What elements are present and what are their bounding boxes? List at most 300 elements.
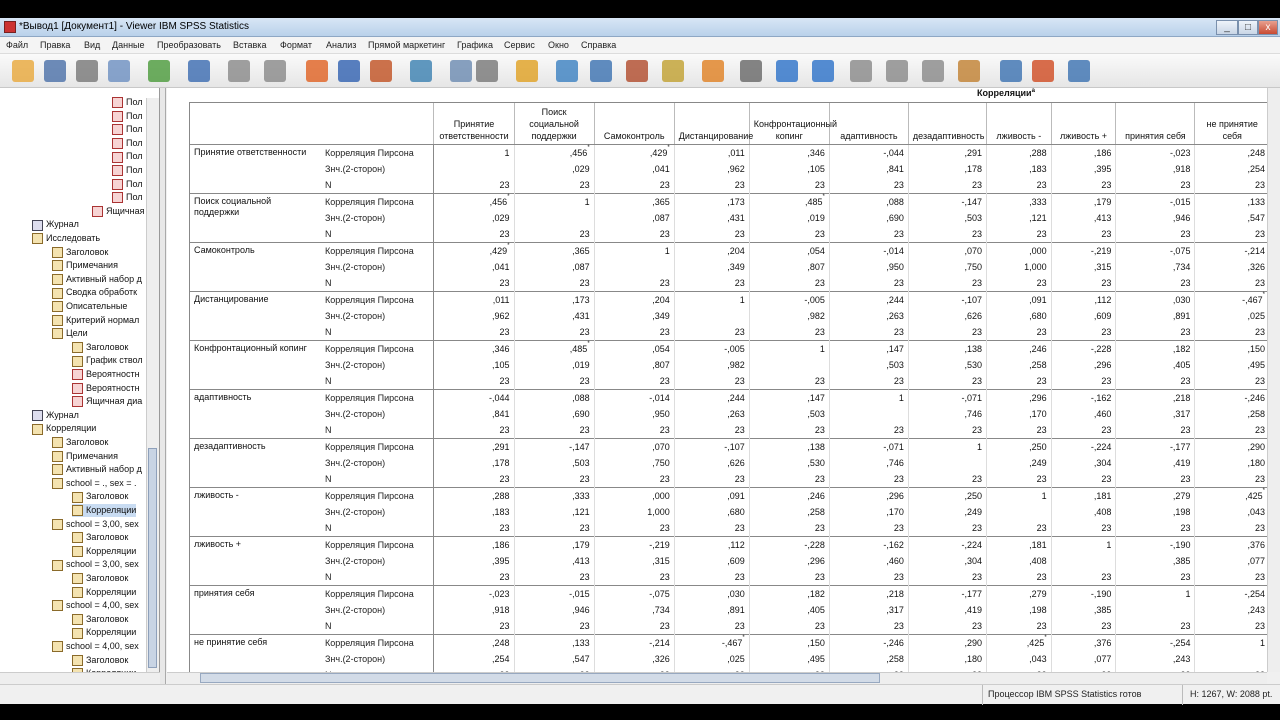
outline-item[interactable] <box>52 286 137 299</box>
export-icon[interactable] <box>148 60 170 82</box>
outline-item[interactable] <box>112 123 143 136</box>
stat-label[interactable]: N <box>324 523 332 533</box>
stat-label[interactable]: N <box>324 572 332 582</box>
cell-value[interactable]: 23 <box>674 520 749 537</box>
outline-item[interactable] <box>72 341 128 354</box>
cell-value[interactable]: 23 <box>514 373 594 390</box>
cell-value[interactable]: ,041 <box>594 161 674 177</box>
cell-value[interactable] <box>434 161 514 177</box>
row-variable-name[interactable]: принятия себя <box>190 586 321 635</box>
stat-label[interactable]: Корреляция Пирсона <box>321 537 434 554</box>
cell-value[interactable]: ,419 <box>1116 455 1195 471</box>
insert-heading-icon[interactable] <box>1000 60 1022 82</box>
row-variable-name[interactable]: Дистанцирование <box>190 292 321 341</box>
cell-value[interactable]: ,425* <box>1195 488 1269 505</box>
cell-value[interactable]: -,224 <box>908 537 986 554</box>
cell-value[interactable]: 23 <box>1116 373 1195 390</box>
row-variable-name[interactable]: Поиск социальной поддержки <box>190 194 321 243</box>
cell-value[interactable]: 23 <box>986 226 1051 243</box>
cell-value[interactable]: ,170 <box>986 406 1051 422</box>
cell-value[interactable]: 23 <box>1195 275 1269 292</box>
cell-value[interactable]: ,054 <box>749 243 829 260</box>
cell-value[interactable]: ,087 <box>514 259 594 275</box>
cell-value[interactable]: 23 <box>434 324 514 341</box>
correlations-table[interactable] <box>189 102 1269 683</box>
cell-value[interactable]: 23 <box>1195 422 1269 439</box>
cell-value[interactable]: -,219 <box>1051 243 1116 260</box>
cell-value[interactable] <box>986 504 1051 520</box>
menu-6[interactable]: Формат <box>280 40 312 50</box>
cell-value[interactable]: 23 <box>514 177 594 194</box>
cell-value[interactable]: 1 <box>674 292 749 309</box>
cell-value[interactable]: ,503 <box>829 357 908 373</box>
row-variable-name[interactable]: Принятие ответственности <box>190 145 321 194</box>
stat-label[interactable]: N <box>324 278 332 288</box>
cell-value[interactable]: 23 <box>1051 471 1116 488</box>
cell-value[interactable]: ,690 <box>829 210 908 226</box>
cell-value[interactable]: ,495 <box>749 651 829 667</box>
row-variable-name[interactable]: адаптивность <box>190 390 321 439</box>
cell-value[interactable]: 23 <box>1195 226 1269 243</box>
outline-item[interactable] <box>52 463 142 476</box>
content-horizontal-scroll-thumb[interactable] <box>200 673 880 683</box>
cell-value[interactable]: ,333 <box>986 194 1051 211</box>
cell-value[interactable]: ,183 <box>986 161 1051 177</box>
cell-value[interactable]: 23 <box>514 324 594 341</box>
cell-value[interactable]: -,190 <box>1116 537 1195 554</box>
cell-value[interactable]: ,030 <box>674 586 749 603</box>
outline-item[interactable] <box>52 259 118 272</box>
cell-value[interactable]: ,121 <box>514 504 594 520</box>
back-icon[interactable] <box>776 60 798 82</box>
cell-value[interactable]: ,547 <box>1195 210 1269 226</box>
cell-value[interactable]: ,173 <box>674 194 749 211</box>
expand-icon[interactable] <box>850 60 872 82</box>
menu-2[interactable]: Вид <box>84 40 101 50</box>
cell-value[interactable]: 23 <box>749 569 829 586</box>
cell-value[interactable]: ,112 <box>1051 292 1116 309</box>
menu-7[interactable]: Анализ <box>326 40 357 50</box>
cell-value[interactable]: ,244 <box>829 292 908 309</box>
cell-value[interactable]: ,183 <box>434 504 514 520</box>
cell-value[interactable]: 23 <box>594 471 674 488</box>
cell-value[interactable]: ,147 <box>829 341 908 358</box>
cell-value[interactable]: ,243 <box>1195 602 1269 618</box>
cell-value[interactable]: ,680 <box>986 308 1051 324</box>
goto-variable-icon[interactable] <box>370 60 392 82</box>
pane-splitter[interactable] <box>160 88 166 684</box>
cell-value[interactable]: 23 <box>749 520 829 537</box>
cell-value[interactable]: -,254 <box>1116 635 1195 652</box>
cell-value[interactable]: 23 <box>434 471 514 488</box>
outline-item[interactable] <box>72 613 128 626</box>
collapse-icon[interactable] <box>886 60 908 82</box>
cell-value[interactable]: ,962 <box>674 161 749 177</box>
cell-value[interactable]: 23 <box>986 324 1051 341</box>
cell-value[interactable] <box>829 406 908 422</box>
cell-value[interactable]: ,626 <box>674 455 749 471</box>
cell-value[interactable]: 23 <box>908 520 986 537</box>
cell-value[interactable]: 23 <box>514 520 594 537</box>
cell-value[interactable]: 23 <box>1051 275 1116 292</box>
cell-value[interactable]: 23 <box>674 422 749 439</box>
stat-label[interactable]: Корреляция Пирсона <box>321 292 434 309</box>
stat-label[interactable]: Знч.(2-сторон) <box>324 458 386 468</box>
cell-value[interactable] <box>1116 602 1195 618</box>
cell-value[interactable]: ,408 <box>986 553 1051 569</box>
cell-value[interactable]: 23 <box>908 471 986 488</box>
open-icon[interactable] <box>12 60 34 82</box>
menu-1[interactable]: Правка <box>40 40 71 50</box>
row-variable-name[interactable]: не принятие себя <box>190 635 321 684</box>
cell-value[interactable]: ,244 <box>674 390 749 407</box>
stat-label[interactable]: N <box>324 327 332 337</box>
outline-item[interactable] <box>72 382 140 395</box>
cell-value[interactable]: ,087 <box>594 210 674 226</box>
cell-value[interactable]: 23 <box>674 373 749 390</box>
cell-value[interactable]: ,170 <box>829 504 908 520</box>
stat-label[interactable]: N <box>324 180 332 190</box>
menu-11[interactable]: Окно <box>548 40 569 50</box>
cell-value[interactable]: ,291 <box>908 145 986 162</box>
cell-value[interactable]: ,019 <box>514 357 594 373</box>
cell-value[interactable]: ,349 <box>674 259 749 275</box>
cell-value[interactable]: ,011 <box>434 292 514 309</box>
cell-value[interactable]: 23 <box>674 618 749 635</box>
menu-8[interactable]: Прямой маркетинг <box>368 40 446 50</box>
cell-value[interactable]: -,071 <box>829 439 908 456</box>
cell-value[interactable]: ,296 <box>986 390 1051 407</box>
stat-label[interactable]: N <box>324 474 332 484</box>
cell-value[interactable]: ,181 <box>1051 488 1116 505</box>
cell-value[interactable]: ,138 <box>749 439 829 456</box>
outline-item[interactable] <box>92 205 144 218</box>
cell-value[interactable]: -,177 <box>1116 439 1195 456</box>
cell-value[interactable]: ,456* <box>434 194 514 211</box>
cell-value[interactable]: 23 <box>829 569 908 586</box>
goto-data-icon[interactable] <box>306 60 328 82</box>
cell-value[interactable]: ,077 <box>1195 553 1269 569</box>
cell-value[interactable]: 23 <box>749 177 829 194</box>
cell-value[interactable]: ,385 <box>1051 602 1116 618</box>
column-header[interactable]: принятия себя <box>1116 103 1195 145</box>
cell-value[interactable]: ,182 <box>1116 341 1195 358</box>
stat-label[interactable]: Корреляция Пирсона <box>321 390 434 407</box>
cell-value[interactable]: ,250 <box>986 439 1051 456</box>
cell-value[interactable]: ,296 <box>749 553 829 569</box>
outline-item[interactable] <box>112 96 143 109</box>
cell-value[interactable]: 23 <box>434 618 514 635</box>
cell-value[interactable]: ,503 <box>514 455 594 471</box>
menu-12[interactable]: Справка <box>581 40 617 50</box>
split-file-icon[interactable] <box>516 60 538 82</box>
outline-item[interactable] <box>72 490 128 503</box>
cell-value[interactable]: 1,000 <box>986 259 1051 275</box>
outline-item[interactable] <box>112 191 143 204</box>
outline-tree[interactable] <box>0 88 160 672</box>
cell-value[interactable]: 23 <box>908 569 986 586</box>
cell-value[interactable]: ,734 <box>1116 259 1195 275</box>
cell-value[interactable]: 23 <box>1051 177 1116 194</box>
stat-label[interactable]: Знч.(2-сторон) <box>324 262 386 272</box>
outline-item[interactable] <box>72 395 142 408</box>
cell-value[interactable]: 23 <box>1195 471 1269 488</box>
cell-value[interactable]: 23 <box>1116 520 1195 537</box>
cell-value[interactable]: ,198 <box>1116 504 1195 520</box>
cell-value[interactable]: ,070 <box>908 243 986 260</box>
cell-value[interactable]: ,746 <box>829 455 908 471</box>
cell-value[interactable]: -,214 <box>1195 243 1269 260</box>
cell-value[interactable]: 1 <box>829 390 908 407</box>
column-header[interactable]: Поиск социальной поддержки <box>514 103 594 145</box>
cell-value[interactable]: 23 <box>908 324 986 341</box>
cell-value[interactable]: 23 <box>749 422 829 439</box>
cell-value[interactable]: ,431 <box>674 210 749 226</box>
maximize-button[interactable]: □ <box>1238 20 1258 35</box>
outline-item[interactable] <box>52 300 127 313</box>
cell-value[interactable]: ,291 <box>434 439 514 456</box>
cell-value[interactable]: 23 <box>749 471 829 488</box>
insert-title-icon[interactable] <box>1032 60 1054 82</box>
cell-value[interactable]: ,263 <box>674 406 749 422</box>
cell-value[interactable]: -,107 <box>908 292 986 309</box>
cell-value[interactable]: 23 <box>986 520 1051 537</box>
cell-value[interactable]: 23 <box>749 618 829 635</box>
cell-value[interactable]: 23 <box>434 569 514 586</box>
cell-value[interactable]: -,015 <box>514 586 594 603</box>
save-icon[interactable] <box>44 60 66 82</box>
cell-value[interactable]: ,077 <box>1051 651 1116 667</box>
cell-value[interactable]: -,224 <box>1051 439 1116 456</box>
cell-value[interactable]: 23 <box>1051 373 1116 390</box>
outline-item[interactable] <box>52 558 139 571</box>
cell-value[interactable]: 23 <box>908 177 986 194</box>
cell-value[interactable]: ,385 <box>1116 553 1195 569</box>
cell-value[interactable]: ,503 <box>749 406 829 422</box>
row-variable-name[interactable]: Конфронтационный копинг <box>190 341 321 390</box>
cell-value[interactable]: ,317 <box>829 602 908 618</box>
cell-value[interactable]: -,023 <box>434 586 514 603</box>
cell-value[interactable]: ,030 <box>1116 292 1195 309</box>
outline-item[interactable] <box>52 477 137 490</box>
outline-item[interactable] <box>52 314 139 327</box>
cell-value[interactable]: 23 <box>908 618 986 635</box>
cell-value[interactable]: ,419 <box>908 602 986 618</box>
cell-value[interactable]: ,147 <box>749 390 829 407</box>
cell-value[interactable]: ,279 <box>1116 488 1195 505</box>
menu-4[interactable]: Преобразовать <box>157 40 221 50</box>
row-variable-name[interactable]: лживость - <box>190 488 321 537</box>
cell-value[interactable]: ,041 <box>434 259 514 275</box>
show-icon[interactable] <box>922 60 944 82</box>
cell-value[interactable]: -,147 <box>908 194 986 211</box>
cell-value[interactable]: ,405 <box>749 602 829 618</box>
cell-value[interactable]: ,982 <box>674 357 749 373</box>
cell-value[interactable]: 23 <box>514 471 594 488</box>
cell-value[interactable]: ,179 <box>514 537 594 554</box>
menu-10[interactable]: Сервис <box>504 40 535 50</box>
outline-item[interactable] <box>72 572 128 585</box>
stat-label[interactable]: Корреляция Пирсона <box>321 145 434 162</box>
cell-value[interactable]: ,029 <box>514 161 594 177</box>
cell-value[interactable]: 23 <box>1051 520 1116 537</box>
cell-value[interactable]: ,133 <box>1195 194 1269 211</box>
cell-value[interactable]: 23 <box>594 275 674 292</box>
stat-label[interactable]: Знч.(2-сторон) <box>324 360 386 370</box>
cell-value[interactable]: ,000 <box>594 488 674 505</box>
column-header[interactable]: Дистанцирование <box>674 103 749 145</box>
cell-value[interactable] <box>674 308 749 324</box>
cell-value[interactable]: ,431 <box>514 308 594 324</box>
cell-value[interactable]: 23 <box>434 177 514 194</box>
outline-item[interactable] <box>72 504 136 517</box>
cell-value[interactable]: 23 <box>594 324 674 341</box>
cell-value[interactable]: 23 <box>1051 226 1116 243</box>
outline-item[interactable] <box>112 137 143 150</box>
cell-value[interactable]: ,019 <box>749 210 829 226</box>
script-icon[interactable] <box>702 60 724 82</box>
cell-value[interactable]: ,413 <box>1051 210 1116 226</box>
cell-value[interactable]: ,503 <box>908 210 986 226</box>
cell-value[interactable]: ,091 <box>674 488 749 505</box>
cell-value[interactable] <box>594 259 674 275</box>
cell-value[interactable]: ,296 <box>829 488 908 505</box>
cell-value[interactable]: ,376 <box>1195 537 1269 554</box>
cell-value[interactable]: 23 <box>434 373 514 390</box>
cell-value[interactable]: 23 <box>908 373 986 390</box>
insert-text-icon[interactable] <box>1068 60 1090 82</box>
output-content-pane[interactable] <box>167 88 1267 672</box>
stat-label[interactable]: Корреляция Пирсона <box>321 194 434 211</box>
outline-item[interactable] <box>72 545 136 558</box>
cell-value[interactable]: ,734 <box>594 602 674 618</box>
cell-value[interactable]: -,147 <box>514 439 594 456</box>
outline-scroll-thumb[interactable] <box>148 448 157 668</box>
cell-value[interactable]: 23 <box>514 569 594 586</box>
cell-value[interactable]: 23 <box>434 520 514 537</box>
cell-value[interactable]: 23 <box>1051 618 1116 635</box>
cell-value[interactable]: ,088 <box>514 390 594 407</box>
cell-value[interactable]: ,950 <box>829 259 908 275</box>
row-variable-name[interactable]: лживость + <box>190 537 321 586</box>
cell-value[interactable]: 23 <box>749 324 829 341</box>
stat-label[interactable]: Корреляция Пирсона <box>321 439 434 456</box>
stat-label[interactable]: Корреляция Пирсона <box>321 635 434 652</box>
cell-value[interactable]: 1 <box>908 439 986 456</box>
cell-value[interactable]: 23 <box>674 177 749 194</box>
stat-label[interactable]: N <box>324 425 332 435</box>
cell-value[interactable]: ,365 <box>514 243 594 260</box>
cell-value[interactable]: ,250 <box>908 488 986 505</box>
cell-value[interactable]: -,015 <box>1116 194 1195 211</box>
cell-value[interactable]: 23 <box>829 324 908 341</box>
cell-value[interactable]: -,162 <box>1051 390 1116 407</box>
undo-icon[interactable] <box>228 60 250 82</box>
outline-item[interactable] <box>52 327 88 340</box>
outline-item[interactable] <box>112 164 143 177</box>
cell-value[interactable]: ,186 <box>1051 145 1116 162</box>
cell-value[interactable]: ,204 <box>594 292 674 309</box>
cell-value[interactable]: 23 <box>1195 520 1269 537</box>
cell-value[interactable]: ,680 <box>674 504 749 520</box>
use-sets-icon[interactable] <box>590 60 612 82</box>
stat-label[interactable]: Корреляция Пирсона <box>321 341 434 358</box>
column-header[interactable]: лживость + <box>1051 103 1116 145</box>
cell-value[interactable]: 23 <box>1116 569 1195 586</box>
cell-value[interactable]: ,746 <box>908 406 986 422</box>
outline-item[interactable] <box>52 436 108 449</box>
cell-value[interactable]: 23 <box>1116 275 1195 292</box>
cell-value[interactable] <box>1051 553 1116 569</box>
cell-value[interactable]: 23 <box>986 569 1051 586</box>
cell-value[interactable]: ,288 <box>986 145 1051 162</box>
cell-value[interactable]: ,918 <box>434 602 514 618</box>
cell-value[interactable]: ,105 <box>434 357 514 373</box>
cell-value[interactable]: ,150 <box>749 635 829 652</box>
show-all-icon[interactable] <box>626 60 648 82</box>
outline-item[interactable] <box>52 640 139 653</box>
cell-value[interactable]: ,243 <box>1116 651 1195 667</box>
cell-value[interactable]: 23 <box>674 275 749 292</box>
stat-label[interactable]: Знч.(2-сторон) <box>324 507 386 517</box>
outline-item[interactable] <box>52 273 142 286</box>
column-header[interactable]: лживость - <box>986 103 1051 145</box>
cell-value[interactable]: -,228 <box>1051 341 1116 358</box>
cell-value[interactable]: ,000 <box>986 243 1051 260</box>
outline-item[interactable] <box>52 450 118 463</box>
cell-value[interactable]: 23 <box>829 226 908 243</box>
column-header[interactable]: Самоконтроль <box>594 103 674 145</box>
column-header[interactable]: не принятие себя <box>1195 103 1269 145</box>
cell-value[interactable] <box>1195 651 1269 667</box>
cell-value[interactable]: -,005 <box>674 341 749 358</box>
cell-value[interactable]: 23 <box>829 177 908 194</box>
cell-value[interactable]: ,181 <box>986 537 1051 554</box>
cell-value[interactable]: 23 <box>594 177 674 194</box>
cell-value[interactable]: ,841 <box>434 406 514 422</box>
cell-value[interactable]: ,248 <box>434 635 514 652</box>
cell-value[interactable]: 23 <box>594 569 674 586</box>
cell-value[interactable]: -,246 <box>1195 390 1269 407</box>
cell-value[interactable]: ,429* <box>594 145 674 162</box>
cell-value[interactable]: -,228 <box>749 537 829 554</box>
cell-value[interactable]: ,218 <box>1116 390 1195 407</box>
variables-icon[interactable] <box>410 60 432 82</box>
cell-value[interactable]: ,263 <box>829 308 908 324</box>
outline-item[interactable] <box>32 409 79 422</box>
stat-label[interactable]: N <box>324 229 332 239</box>
stat-label[interactable]: Корреляция Пирсона <box>321 488 434 505</box>
cell-value[interactable]: 23 <box>674 471 749 488</box>
cell-value[interactable]: -,107 <box>674 439 749 456</box>
cell-value[interactable]: ,304 <box>908 553 986 569</box>
cell-value[interactable]: -,023 <box>1116 145 1195 162</box>
cell-value[interactable]: ,296 <box>1051 357 1116 373</box>
cell-value[interactable]: -,467* <box>1195 292 1269 309</box>
cell-value[interactable]: 23 <box>1116 471 1195 488</box>
cell-value[interactable]: 23 <box>1116 226 1195 243</box>
cell-value[interactable]: ,091 <box>986 292 1051 309</box>
cell-value[interactable]: ,530 <box>908 357 986 373</box>
cell-value[interactable]: ,609 <box>674 553 749 569</box>
cell-value[interactable]: ,807 <box>594 357 674 373</box>
cell-value[interactable]: 23 <box>514 275 594 292</box>
cell-value[interactable]: ,609 <box>1051 308 1116 324</box>
cell-value[interactable]: ,290 <box>1195 439 1269 456</box>
print-preview-icon[interactable] <box>108 60 130 82</box>
cell-value[interactable]: -,254 <box>1195 586 1269 603</box>
cell-value[interactable]: ,456* <box>514 145 594 162</box>
